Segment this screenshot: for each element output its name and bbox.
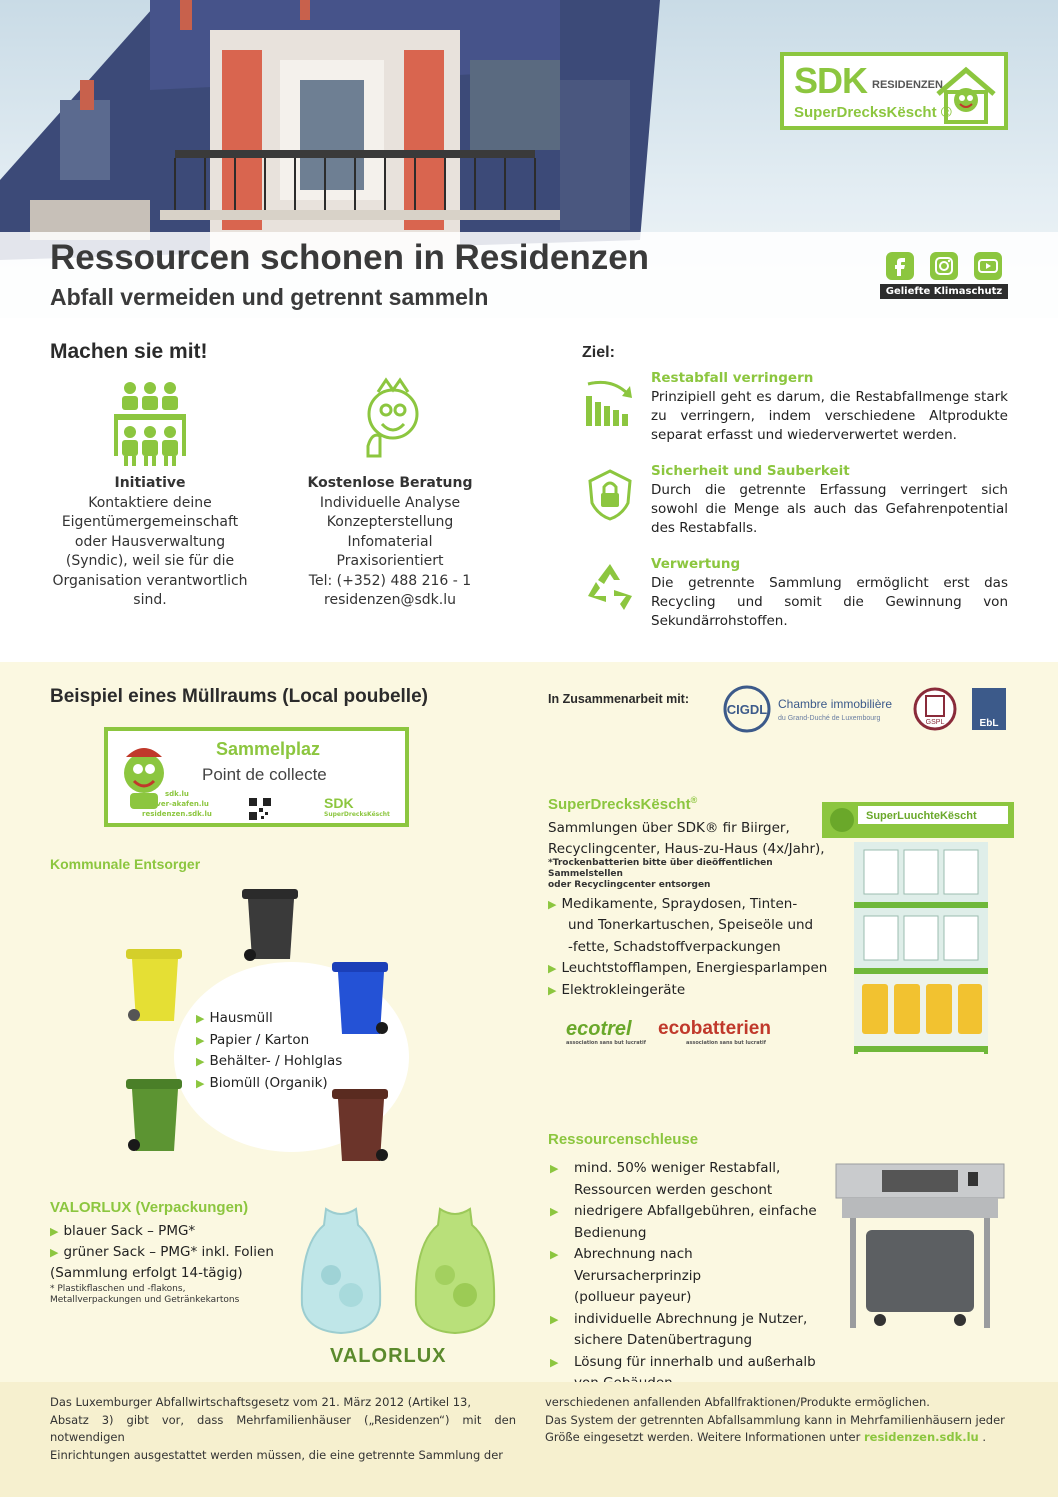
sammelplatz-links [142,789,212,819]
bullet-marker-icon: ▶ [550,1355,559,1369]
ziel-item-sicherheit [576,463,1008,543]
beratung-line: Infomaterial [347,533,433,550]
ecotrel-logo-sub: association sans but lucratif [566,1040,646,1046]
initiative-line: (Syndic), weil sie für die [65,553,235,569]
list-item: ▶ Lösung für innerhalb und außerhalb [550,1352,822,1395]
kommunal-title: Kommunale Entsorger [50,856,201,872]
partner-cigdl: CIGDL [726,702,768,717]
sdk-list [548,818,848,1001]
list-item: ▶ mind. 50% weniger Restabfall, Ressourcen werden geschont [550,1160,781,1198]
footer-line [545,1429,1013,1447]
sammelplatz-link[interactable]: residenzen.sdk.lu [142,810,212,818]
kommunal-list [196,1008,342,1094]
ziel-title: Ziel: [582,344,615,361]
sdk-title-text: SuperDrecksKëscht [548,796,691,813]
yellow-bin-icon [124,945,186,1027]
beratung-block [290,474,490,611]
bullet-marker-icon: ▶ [550,1312,559,1326]
ziel-item-verwertung [576,556,1008,629]
list-item: ▶ Biomüll (Organik) [196,1073,342,1095]
footer-right [545,1394,1013,1447]
sdk-residenzen-logo[interactable] [780,52,1008,130]
ecobatterien-logo-sub: association sans but lucratif [686,1040,766,1046]
valorlux-note: Metallverpackungen und Getränkekartons [50,1295,240,1305]
sdk-note: oder Recyclingcenter entsorgen [548,879,711,890]
partner-logo-strip [720,684,1010,734]
partner-gspl: GSPL [925,719,945,726]
list-item: ▶ Papier / Karton [196,1030,342,1052]
footer-line: verschiedenen anfallenden Abfallfraktionen/Produkte ermöglichen. [545,1395,930,1409]
valorlux-list [50,1221,274,1306]
recycle-icon [582,560,638,616]
valorlux-logo: VALORLUX [330,1345,447,1367]
social-tagline: Geliefte Klimaschutz [880,284,1008,299]
footer-link[interactable]: residenzen.sdk.lu [863,1430,979,1444]
logo-sdk: SDK [794,60,868,101]
list-item: ▶ Leuchtstofflampen, Energiesparlampen [548,958,848,980]
list-item: ▶ blauer Sack – PMG* [50,1221,274,1242]
padlock-shield-icon [582,467,638,523]
page-subtitle: Abfall vermeiden und getrennt sammeln [50,284,489,310]
sammelplatz-link[interactable]: sdk.lu [164,790,189,798]
sdk-intro: Sammlungen über SDK® fir Biirger, [548,820,790,836]
initiative-block [40,474,260,611]
list-item: ▶ Medikamente, Spraydosen, Tinten- [548,894,848,916]
instagram-icon[interactable] [930,252,958,280]
list-item: ▶ grüner Sack – PMG* inkl. Folien [50,1242,274,1263]
mascot-thumbs-up-icon [358,376,428,460]
valorlux-title: VALORLUX (Verpackungen) [50,1199,249,1216]
partners-label: In Zusammenarbeit mit: [548,692,689,706]
beratung-email[interactable]: residenzen@sdk.lu [324,592,456,608]
list-item-cont: und Tonerkartuschen, Speiseöle und [568,917,814,933]
valorlux-note: * Plastikflaschen und -flakons, [50,1284,186,1294]
footer-line-text: Größe eingesetzt werden. Weitere Informationen unter [545,1430,861,1444]
partner-chambre: Chambre immobilière [778,697,893,711]
list-item: ▶ Elektrokleingeräte [548,980,848,1002]
ziel-item-restabfall [576,370,1008,450]
sdk-title [548,795,697,813]
valorlux-interval: (Sammlung erfolgt 14-tägig) [50,1265,243,1281]
bar-chart-down-icon [582,374,638,430]
bullet-marker-icon: ▶ [550,1162,559,1175]
list-item: ▶ Hausmüll [196,1008,342,1030]
beratung-line: Individuelle Analyse [319,494,461,511]
brown-bin-icon [330,1085,392,1167]
logo-brand: SuperDrecksKëscht ® [794,104,952,121]
sdk-intro: Recyclingcenter, Haus-zu-Haus (4x/Jahr), [548,840,825,857]
initiative-line: Kontaktiere deine [88,494,212,511]
sammelplatz-logo-sub: SuperDrecksKëscht [324,811,390,818]
footer-end: . [982,1430,987,1444]
list-item-cont: -fette, Schadstoffverpackungen [568,938,781,955]
list-item: ▶ individuelle Abrechnung je Nutzer, sichere Datenübertragung [550,1310,808,1348]
list-item: ▶ Behälter- / Hohlglas [196,1051,342,1073]
muellraum-title: Beispiel eines Müllraums (Local poubelle) [50,686,428,707]
page-title: Ressourcen schonen in Residenzen [50,238,650,277]
ziel-body: Prinzipiell geht es darum, die Restabfallmenge stark zu verringern, indem verschiedene Altprodukte separat erfasst und wiederverwertet werden. [651,389,1008,443]
sammelplatz-link[interactable]: clever-akafen.lu [144,800,209,808]
beratung-head: Kostenlose Beratung [307,475,473,491]
initiative-line: oder Hausverwaltung [74,533,226,550]
house-mascot-icon [934,64,998,126]
partner-ebl: EbL [979,718,999,729]
initiative-line: sind. [133,592,167,608]
footer-line: Das Luxemburger Abfallwirtschaftsgesetz vom 21. März 2012 (Artikel 13, [50,1395,471,1409]
list-item: ▶ niedrigere Abfallgebühren, einfache Bedienung [550,1203,817,1241]
partner-logos [548,684,1010,738]
sammelplatz-title: Sammelplaz [216,739,321,759]
footer-line: Einrichtungen ausgestattet werden müssen, die eine getrennte Sammlung der [50,1447,504,1462]
partner-chambre-sub: du Grand-Duché de Luxembourg [778,715,881,722]
ecobatterien-logo: ecobatterien [658,1018,771,1039]
initiative-line: Eigentümergemeinschaft [61,514,239,530]
ziel-head: Restabfall verringern [651,370,814,386]
qr-code-icon [248,797,272,821]
ziel-body: Durch die getrennte Erfassung verringert sich sowohl die Menge als auch das Gefahrenpotential des Restabfalls. [651,482,1008,536]
sdk-title-mark: ® [690,795,698,805]
people-meeting-icon [110,380,190,468]
green-bin-icon [124,1075,186,1157]
blue-bag-icon [296,1205,386,1335]
bullet-marker-icon: ▶ [550,1205,559,1218]
social-links [880,252,1008,299]
footer-left [50,1394,516,1464]
resource-lock-machine-illustration [832,1160,1008,1336]
beratung-line: Praxisorientiert [336,553,444,569]
logo-residenzen: RESIDENZEN [872,79,943,91]
youtube-icon[interactable] [974,252,1002,280]
machen-title: Machen sie mit! [50,340,208,363]
footer-line: Das System der getrennten Abfallsammlung kann in Mehrfamilienhäusern jeder [545,1412,1005,1427]
list-item: ▶ Abrechnung nach Verursacherprinzip (pollueur payeur) [550,1246,702,1305]
footer-line: Absatz 3) gibt vor, dass Mehrfamilienhäuser („Residenzen“) mit den notwendigen [50,1412,516,1444]
sammelplatz-logo: SDK [324,795,354,811]
collection-shelf-illustration [818,798,1018,1060]
initiative-line: Organisation verantwortlich [52,572,248,589]
sammelplatz-sign [104,727,409,827]
shelf-label: SuperLuuchteKëscht [866,810,977,822]
beratung-line: Konzepterstellung [326,514,454,530]
schleuse-title: Ressourcenschleuse [548,1131,699,1148]
ziel-head: Verwertung [651,556,741,572]
green-bag-icon [410,1205,500,1335]
black-bin-icon [240,885,302,967]
ecotrel-logo: ecotrel [566,1018,632,1040]
ziel-body: Die getrennte Sammlung ermöglicht erst das Recycling und somit die Gewinnung von Sekundärrohstoffen. [651,575,1008,629]
facebook-icon[interactable] [886,252,914,280]
bullet-marker-icon: ▶ [550,1248,559,1261]
schleuse-list [550,1158,822,1395]
beratung-phone[interactable]: Tel: (+352) 488 216 - 1 [308,572,472,589]
ziel-head: Sicherheit und Sauberkeit [651,463,850,479]
initiative-head: Initiative [114,475,186,491]
sammelplatz-subtitle: Point de collecte [202,765,327,784]
sdk-note: *Trockenbatterien bitte über dieöffentlichen Sammelstellen [548,857,773,879]
